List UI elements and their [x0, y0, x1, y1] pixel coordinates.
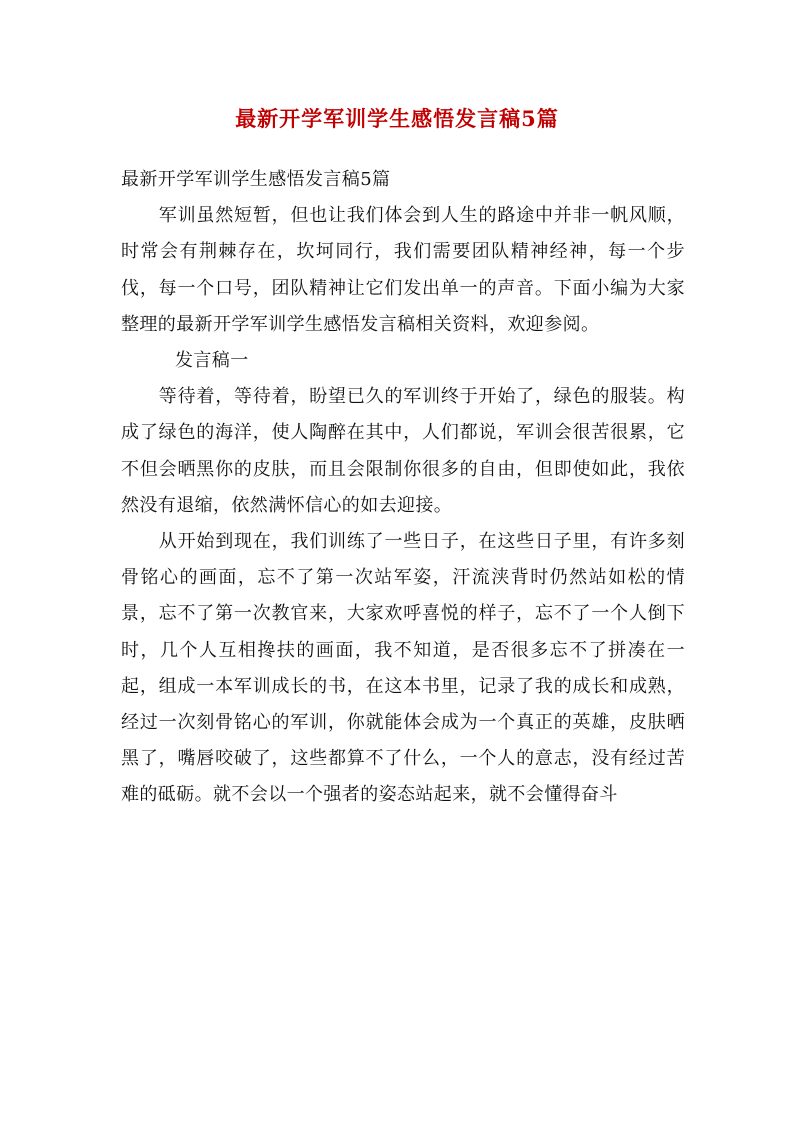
body-paragraph-2: 从开始到现在，我们训练了一些日子，在这些日子里，有许多刻骨铭心的画面，忘不了第一次站军姿，汗流浃背时仍然站如松的情景，忘不了第一次教官来，大家欢呼喜悦的样子，忘不了一个人倒下时，几个人互相搀扶的画面，我不知道，是否很多忘不了拼凑在一起，组成一本军训成长的书，在这本书里，记录了我的成长和成熟，经过一次刻骨铭心的军训，你就能体会成为一个真正的英雄，皮肤晒黑了，嘴唇咬破了，这些都算不了什么，一个人的意志，没有经过苦难的砥砺。就不会以一个强者的姿态站起来，就不会懂得奋斗	[121, 531, 685, 806]
document-title: 最新开学军训学生感悟发言稿5篇	[235, 106, 559, 131]
intro-paragraph: 军训虽然短暂，但也让我们体会到人生的路途中并非一帆风顺，时常会有荆棘存在，坎坷同行，我们需要团队精神经神，每一个步伐，每一个口号，团队精神让它们发出单一的声音。下面小编为大家整理的最新开学军训学生感悟发言稿相关资料，欢迎参阅。	[121, 205, 685, 335]
section-heading: 发言稿一	[175, 350, 249, 372]
document-body	[121, 162, 685, 814]
body-paragraph-1: 等待着，等待着，盼望已久的军训终于开始了，绿色的服装。构成了绿色的海洋，使人陶醉在其中，人们都说，军训会很苦很累，它不但会晒黑你的皮肤，而且会限制你很多的自由，但即使如此，我依然没有退缩，依然满怀信心的如去迎接。	[121, 386, 685, 516]
document-subtitle: 最新开学军训学生感悟发言稿5篇	[121, 169, 391, 190]
